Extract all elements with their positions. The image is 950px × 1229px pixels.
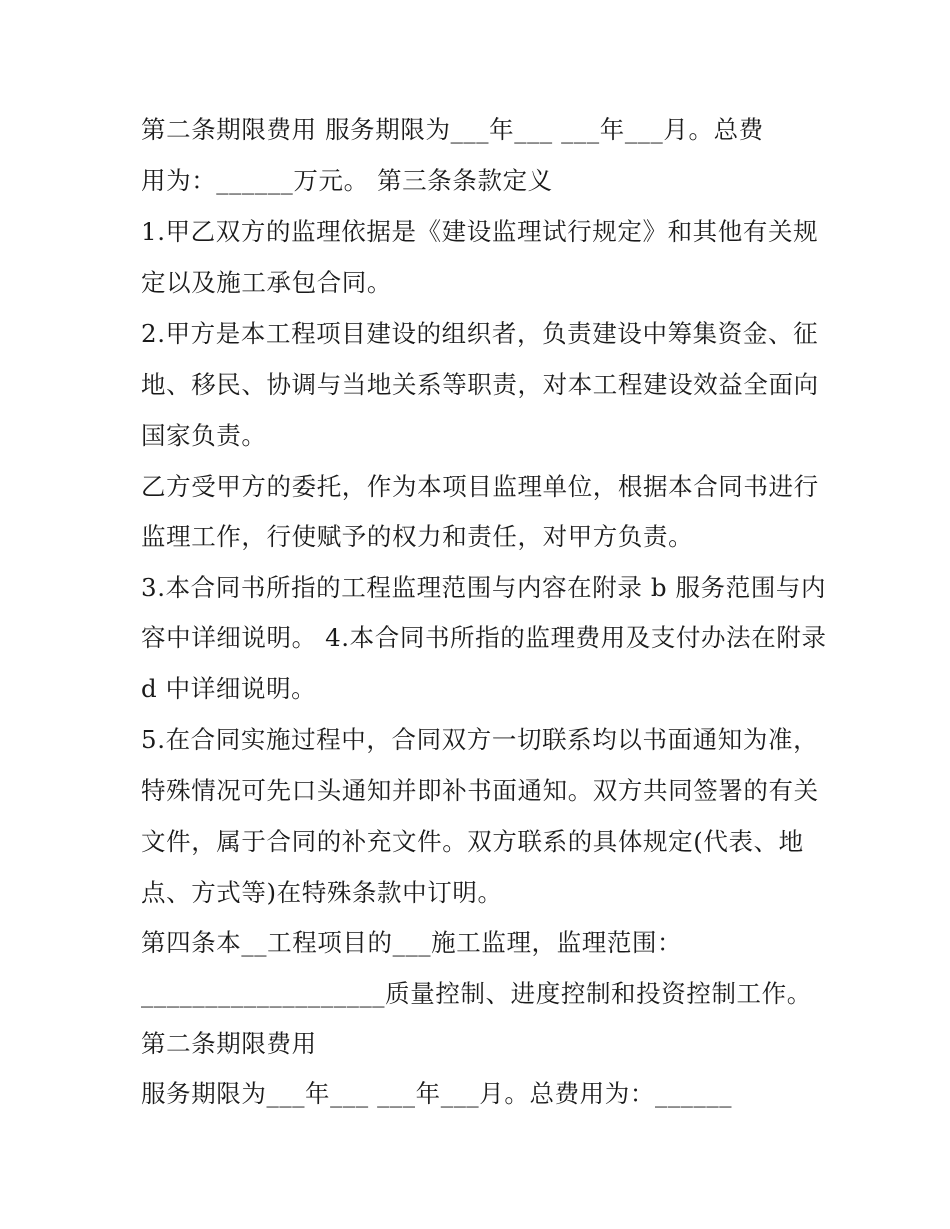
text-line: 第二条期限费用: [141, 1029, 317, 1058]
text-line: 监理工作，行使赋予的权力和责任，对甲方负责。: [141, 522, 694, 551]
text-line: 文件，属于合同的补充文件。双方联系的具体规定(代表、地: [141, 827, 804, 856]
text-line: 5.在合同实施过程中，合同双方一切联系均以书面通知为准，: [141, 725, 819, 754]
text-line: 3.本合同书所指的工程监理范围与内容在附录 b 服务范围与内: [141, 573, 827, 602]
text-line: 国家负责。: [141, 421, 267, 450]
text-line: 服务期限为___年___ ___年___月。总费用为：______: [141, 1079, 733, 1108]
text-line: 容中详细说明。 4.本合同书所指的监理费用及支付办法在附录: [141, 623, 827, 652]
text-line: 地、移民、协调与当地关系等职责，对本工程建设效益全面向: [141, 370, 819, 399]
text-line: ___________________质量控制、进度控制和投资控制工作。: [141, 979, 812, 1008]
text-line: 2.甲方是本工程项目建设的组织者，负责建设中筹集资金、征: [141, 319, 819, 348]
text-line: 定以及施工承包合同。: [141, 268, 392, 297]
text-line: 点、方式等)在特殊条款中订明。: [141, 878, 503, 907]
text-line: 第四条本__工程项目的___施工监理，监理范围：: [141, 928, 683, 957]
text-line: 第二条期限费用 服务期限为___年___ ___年___月。总费: [141, 115, 764, 144]
text-line: 1.甲乙双方的监理依据是《建设监理试行规定》和其他有关规: [141, 217, 819, 246]
text-line: 特殊情况可先口头通知并即补书面通知。双方共同签署的有关: [141, 776, 819, 805]
text-line: d 中详细说明。: [141, 674, 317, 703]
text-line: 用为：______万元。 第三条条款定义: [141, 166, 553, 195]
text-line: 乙方受甲方的委托，作为本项目监理单位，根据本合同书进行: [141, 472, 819, 501]
